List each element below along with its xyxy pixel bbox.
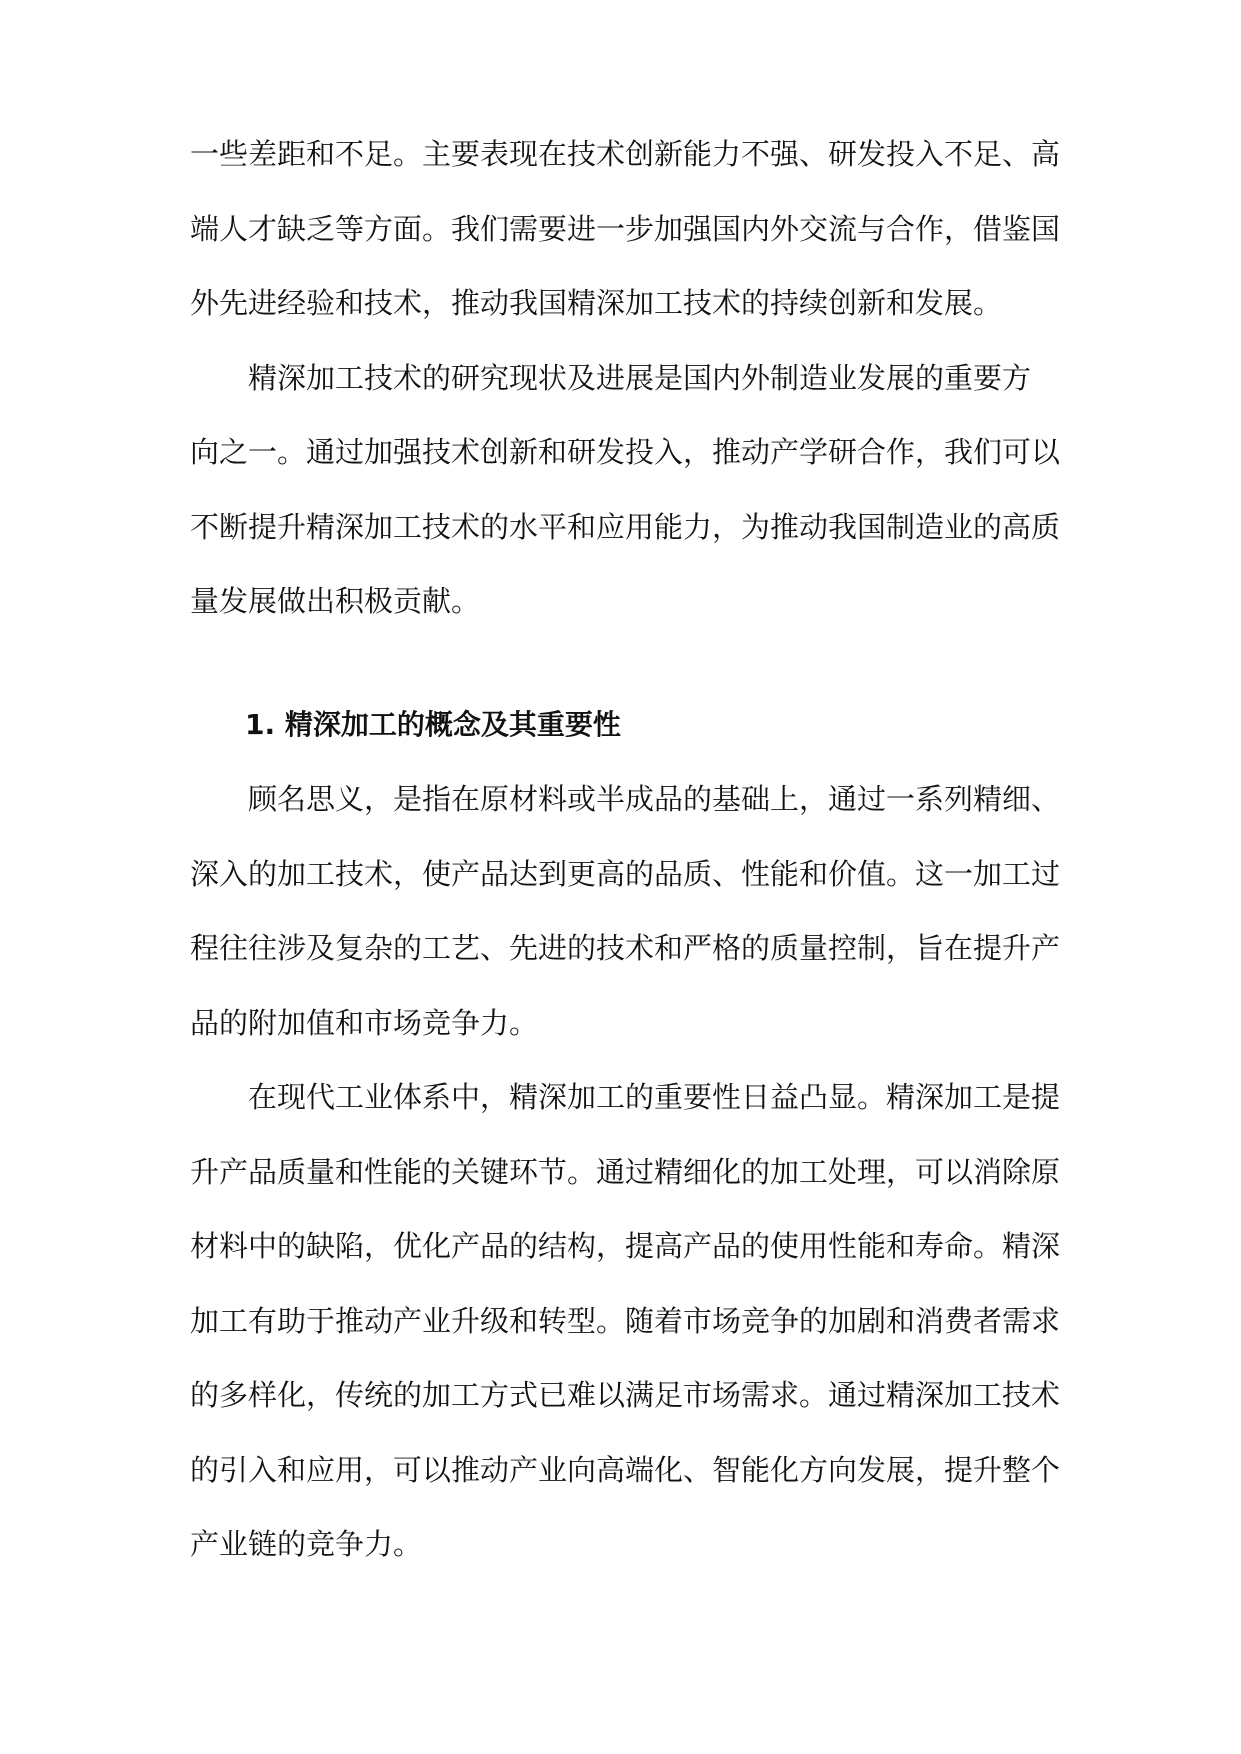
paragraph-4-line-1: 在现代工业体系中，精深加工的重要性日益凸显。精深加工是提 (248, 1080, 1061, 1114)
paragraph-4-line-7: 产业链的竞争力。 (190, 1527, 423, 1561)
paragraph-1-line-2: 端人才缺乏等方面。我们需要进一步加强国内外交流与合作，借鉴国 (190, 212, 1061, 246)
paragraph-3-line-2: 深入的加工技术，使产品达到更高的品质、性能和价值。这一加工过 (190, 857, 1061, 891)
paragraph-4-line-4: 加工有助于推动产业升级和转型。随着市场竞争的加剧和消费者需求 (190, 1304, 1061, 1338)
section-heading: 1. 精深加工的概念及其重要性 (245, 708, 621, 741)
paragraph-3-line-3: 程往往涉及复杂的工艺、先进的技术和严格的质量控制，旨在提升产 (190, 931, 1061, 965)
paragraph-1-line-3: 外先进经验和技术，推动我国精深加工技术的持续创新和发展。 (190, 286, 1003, 320)
paragraph-4-line-3: 材料中的缺陷，优化产品的结构，提高产品的使用性能和寿命。精深 (190, 1229, 1061, 1263)
paragraph-3-line-1: 顾名思义，是指在原材料或半成品的基础上，通过一系列精细、 (248, 782, 1061, 816)
paragraph-2-line-1: 精深加工技术的研究现状及进展是国内外制造业发展的重要方 (248, 361, 1032, 395)
paragraph-1-line-1: 一些差距和不足。主要表现在技术创新能力不强、研发投入不足、高 (190, 137, 1061, 171)
paragraph-2-line-2: 向之一。通过加强技术创新和研发投入，推动产学研合作，我们可以 (190, 435, 1061, 469)
paragraph-2-line-4: 量发展做出积极贡献。 (190, 584, 481, 618)
paragraph-4-line-6: 的引入和应用，可以推动产业向高端化、智能化方向发展，提升整个 (190, 1453, 1061, 1487)
paragraph-2-line-3: 不断提升精深加工技术的水平和应用能力，为推动我国制造业的高质 (190, 510, 1061, 544)
paragraph-3-line-4: 品的附加值和市场竞争力。 (190, 1006, 539, 1040)
paragraph-4-line-5: 的多样化，传统的加工方式已难以满足市场需求。通过精深加工技术 (190, 1378, 1061, 1412)
paragraph-4-line-2: 升产品质量和性能的关键环节。通过精细化的加工处理，可以消除原 (190, 1155, 1061, 1189)
